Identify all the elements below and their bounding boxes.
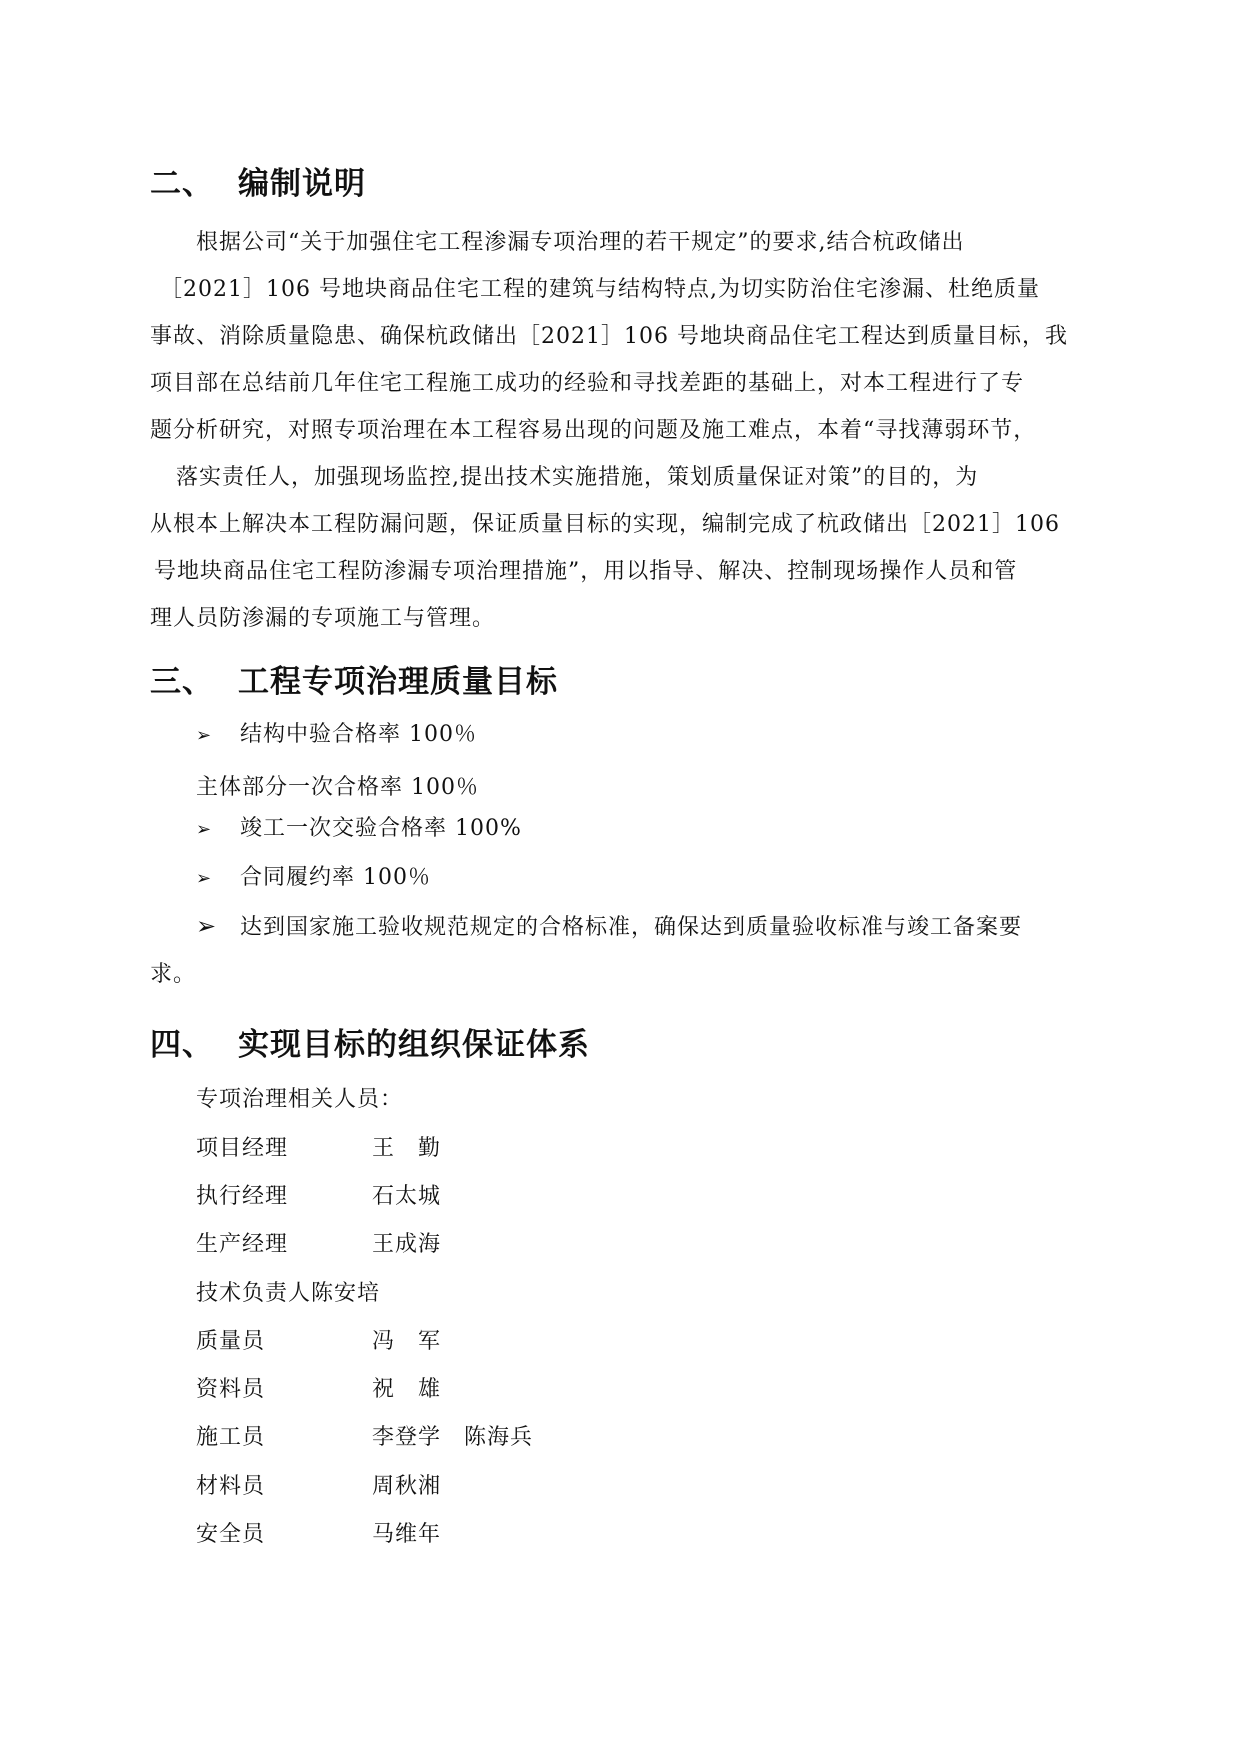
- section-3-heading: [150, 656, 558, 701]
- section-3-title: 工程专项治理质量目标: [238, 664, 558, 700]
- staff-name: 石太城: [372, 1184, 442, 1209]
- staff-row: [196, 1420, 533, 1451]
- list-item: [196, 811, 522, 842]
- list-item-text: 结构中验合格率 100％: [240, 722, 477, 747]
- staff-row: [196, 1179, 441, 1210]
- paragraph-line: 号地块商品住宅工程防渗漏专项治理措施”，用以指导、解决、控制现场操作人员和管: [154, 559, 1018, 584]
- paragraph-line: 题分析研究，对照专项治理在本工程容易出现的问题及施工难点，本着“寻找薄弱环节，: [150, 418, 1037, 443]
- arrowhead-icon: ➢: [196, 725, 213, 746]
- paragraph-line: 事故、消除质量隐患、确保杭政储出［2021］106 号地块商品住宅工程达到质量目标，我: [150, 324, 1068, 349]
- staff-role: 资料员: [196, 1377, 266, 1402]
- section-2-title: 编制说明: [238, 166, 366, 202]
- staff-role: 安全员: [196, 1522, 266, 1547]
- paragraph-line: 项目部在总结前几年住宅工程施工成功的经验和寻找差距的基础上，对本工程进行了专: [150, 371, 1025, 396]
- list-item-text: 竣工一次交验合格率 100%: [240, 816, 522, 841]
- arrowhead-icon: ➢: [196, 912, 218, 940]
- section-4-number: 四、: [150, 1027, 214, 1063]
- staff-row: [196, 1517, 441, 1548]
- staff-name: 王 勤: [372, 1136, 442, 1161]
- paragraph-line: 理人员防渗漏的专项施工与管理。: [150, 606, 496, 631]
- paragraph-line: 从根本上解决本工程防漏问题，保证质量目标的实现，编制完成了杭政储出［2021］106: [150, 512, 1060, 537]
- paragraph-line: ［2021］106 号地块商品住宅工程的建筑与结构特点,为切实防治住宅渗漏、杜绝质量: [160, 277, 1040, 302]
- list-item: [196, 860, 431, 891]
- staff-role: 材料员: [196, 1474, 266, 1499]
- list-item-text: 达到国家施工验收规范规定的合格标准，确保达到质量验收标准与竣工备案要: [240, 915, 1023, 940]
- list-item: [196, 910, 1022, 941]
- staff-role: 施工员: [196, 1425, 266, 1450]
- section-2-number: 二、: [150, 166, 214, 202]
- staff-name: 冯 军: [372, 1329, 442, 1354]
- staff-name: 马维年: [372, 1522, 442, 1547]
- staff-role: 生产经理: [196, 1232, 289, 1257]
- section-3-number: 三、: [150, 664, 214, 700]
- section-4-title: 实现目标的组织保证体系: [238, 1027, 590, 1063]
- staff-row: [196, 1372, 441, 1403]
- paragraph-line: 根据公司“关于加强住宅工程渗漏专项治理的若干规定”的要求,结合杭政储出: [196, 230, 965, 255]
- section-2-heading: [150, 158, 366, 203]
- staff-name: 王成海: [372, 1232, 442, 1257]
- list-item-continuation: 求。: [150, 962, 197, 987]
- staff-name: 李登学 陈海兵: [372, 1425, 534, 1450]
- staff-row: [196, 1227, 441, 1258]
- staff-row: [196, 1324, 441, 1355]
- staff-role: 执行经理: [196, 1184, 289, 1209]
- staff-row: [196, 1131, 441, 1162]
- staff-name: 祝 雄: [372, 1377, 442, 1402]
- staff-row: [196, 1276, 380, 1307]
- staff-row: [196, 1469, 441, 1500]
- arrowhead-icon: ➢: [196, 819, 213, 840]
- paragraph-line: 落实责任人，加强现场监控,提出技术实施措施，策划质量保证对策”的目的，为: [176, 465, 979, 490]
- list-item: [196, 717, 477, 748]
- list-item-text: 合同履约率 100％: [240, 865, 431, 890]
- staff-intro: 专项治理相关人员：: [196, 1087, 404, 1112]
- staff-role: 项目经理: [196, 1136, 289, 1161]
- staff-role: 质量员: [196, 1329, 266, 1354]
- staff-role: 技术负责人陈安培: [196, 1281, 381, 1306]
- staff-name: 周秋湘: [372, 1474, 442, 1499]
- section-4-heading: [150, 1019, 590, 1064]
- list-item: 主体部分一次合格率 100％: [196, 775, 479, 800]
- arrowhead-icon: ➢: [196, 868, 213, 889]
